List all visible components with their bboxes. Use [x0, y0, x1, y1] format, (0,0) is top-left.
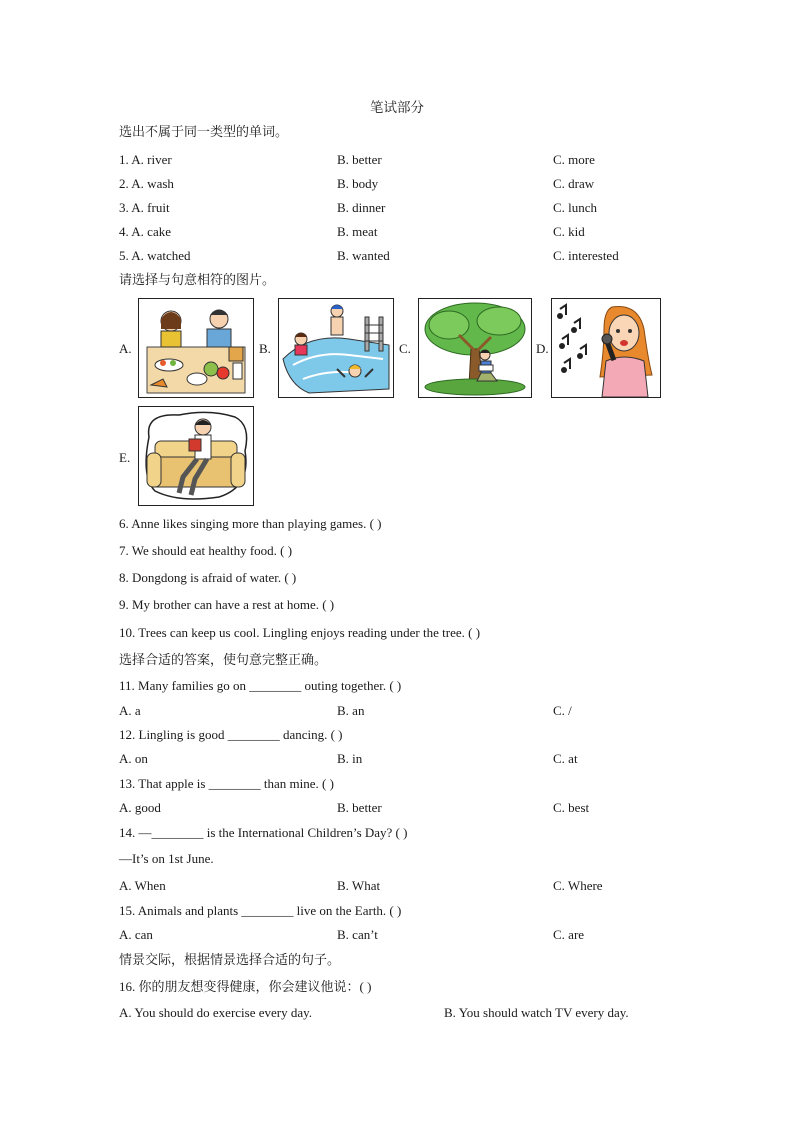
question-16: 16. 你的朋友想变得健康，你会建议他说：( )	[119, 979, 372, 994]
q4-option-b: B. meat	[337, 224, 378, 239]
q11-option-a: A. a	[119, 703, 141, 718]
q5-option-b: B. wanted	[337, 248, 390, 263]
boy-reading-sofa-icon	[138, 406, 254, 506]
section4-instruction: 情景交际，根据情景选择合适的句子。	[119, 952, 341, 967]
question-14: 14. —________ is the International Children’s Day? ( )	[119, 825, 408, 840]
q13-option-a: A. good	[119, 800, 161, 815]
q1-option-c: C. more	[553, 152, 595, 167]
girl-singing-icon	[551, 298, 661, 398]
picture-b-label: B.	[259, 341, 271, 356]
q14-option-a: A. When	[119, 878, 166, 893]
q1-option-a: 1. A. river	[119, 152, 172, 167]
q2-option-a: 2. A. wash	[119, 176, 174, 191]
question-15: 15. Animals and plants ________ live on the Earth. ( )	[119, 903, 402, 918]
q5-option-c: C. interested	[553, 248, 619, 263]
question-10: 10. Trees can keep us cool. Lingling enjoys reading under the tree. ( )	[119, 625, 481, 640]
q3-option-a: 3. A. fruit	[119, 200, 170, 215]
q2-option-b: B. body	[337, 176, 379, 191]
q12-option-a: A. on	[119, 751, 148, 766]
picture-e-label: E.	[119, 450, 131, 465]
question-9: 9. My brother can have a rest at home. ( )	[119, 597, 335, 612]
q13-option-c: C. best	[553, 800, 590, 815]
q11-option-c: C. /	[553, 703, 572, 718]
picture-c-label: C.	[399, 341, 411, 356]
q15-option-a: A. can	[119, 927, 153, 942]
question-6: 6. Anne likes singing more than playing games. ( )	[119, 516, 382, 531]
section3-instruction: 选择合适的答案，使句意完整正确。	[119, 652, 328, 667]
section2-instruction: 请选择与句意相符的图片。	[119, 272, 276, 287]
section1-instruction: 选出不属于同一类型的单词。	[119, 124, 289, 139]
picture-a-label: A.	[119, 341, 132, 356]
q4-option-c: C. kid	[553, 224, 585, 239]
q15-option-c: C. are	[553, 927, 585, 942]
q13-option-b: B. better	[337, 800, 382, 815]
q14-answer-line: —It’s on 1st June.	[119, 851, 214, 866]
q2-option-c: C. draw	[553, 176, 595, 191]
question-11: 11. Many families go on ________ outing together. ( )	[119, 678, 402, 693]
question-12: 12. Lingling is good ________ dancing. ( )	[119, 727, 343, 742]
q4-option-a: 4. A. cake	[119, 224, 171, 239]
q12-option-b: B. in	[337, 751, 363, 766]
q5-option-a: 5. A. watched	[119, 248, 191, 263]
question-7: 7. We should eat healthy food. ( )	[119, 543, 293, 558]
page-title: 笔试部分	[370, 100, 424, 115]
q14-option-c: C. Where	[553, 878, 603, 893]
family-meal-icon	[138, 298, 254, 398]
q12-option-c: C. at	[553, 751, 578, 766]
swimming-pool-icon	[278, 298, 394, 398]
q16-option-b: B. You should watch TV every day.	[444, 1005, 629, 1020]
picture-d-label: D.	[536, 341, 549, 356]
q14-option-b: B. What	[337, 878, 381, 893]
q15-option-b: B. can’t	[337, 927, 378, 942]
q3-option-c: C. lunch	[553, 200, 598, 215]
q11-option-b: B. an	[337, 703, 365, 718]
q1-option-b: B. better	[337, 152, 382, 167]
q3-option-b: B. dinner	[337, 200, 386, 215]
q16-option-a: A. You should do exercise every day.	[119, 1005, 313, 1020]
question-8: 8. Dongdong is afraid of water. ( )	[119, 570, 297, 585]
question-13: 13. That apple is ________ than mine. ( )	[119, 776, 334, 791]
boy-under-tree-icon	[418, 298, 532, 398]
